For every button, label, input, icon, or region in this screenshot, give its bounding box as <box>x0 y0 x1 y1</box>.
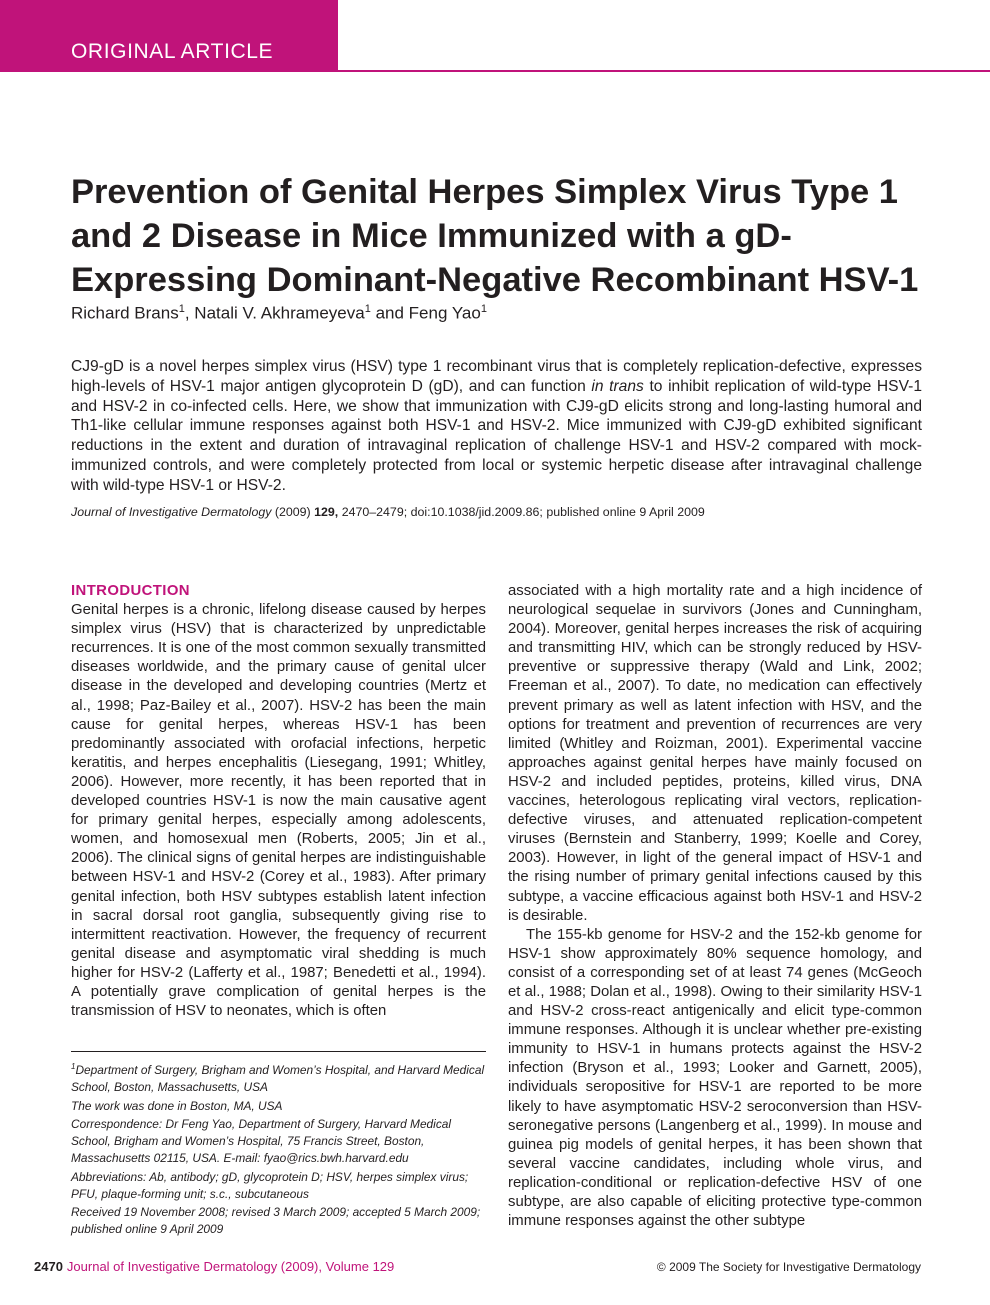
citation-year: (2009) <box>271 505 315 519</box>
body-paragraph: associated with a high mortality rate and a high incidence of neurological sequelae in survivors (Jones and Cunningham, 2004). Moreover, genital herpes increases the risk of acquiring and transmitting HIV, which can be strongly reduced by HSV-preventive or suppressive therapy (Wald and Link, 2002; Freeman et al., 2007). To date, no medication can effectively prevent primary as well as latent infection with HSV, and the options for treatment and prevention of recurrences are very limited (Whitley and Roizman, 2001). Experimental vaccine approaches against genital herpes have mainly focused on HSV-2 and included peptides, proteins, killed virus, DNA vaccines, heterologous replicating viral vectors, replication-defective viruses, and attenuated replication-competent viruses (Bernstein and Stanberry, 1999; Koelle and Corey, 2003). However, in light of the general impact of HSV-1 and the rising number of primary genital infections caused by this subtype, a vaccine efficacious against both HSV-1 and HSV-2 is desirable. <box>508 583 922 924</box>
abstract-italic: in trans <box>591 377 644 395</box>
footnote-abbreviations: Abbreviations: Ab, antibody; gD, glycoprotein D; HSV, herpes simplex virus; PFU, plaque-forming unit; s.c., subcutaneous <box>71 1169 469 1201</box>
author-name: Feng Yao <box>408 303 481 323</box>
body-column-left <box>71 582 486 1021</box>
section-heading-introduction: INTRODUCTION <box>71 583 190 599</box>
author-list <box>71 303 487 324</box>
page-footer-left <box>34 1259 394 1274</box>
body-paragraph: Genital herpes is a chronic, lifelong disease caused by herpes simplex virus (HSV) that is characterized by unpredictable recurrences. It is one of the most common sexually transmitted diseases worldwide, and the primary cause of genital ulcer disease in the developed and developing countries (Mertz et al., 1998; Paz-Bailey et al., 2007). HSV-2 has been the main cause for genital herpes, whereas HSV-1 has been predominantly associated with orofacial infections, herpetic keratitis, and herpes encephalitis (Liesegang, 1991; Whitley, 2006). However, more recently, it has been reported that in developed countries HSV-1 is now the main causative agent for primary genital herpes, especially among adolescents, women, and homosexual men (Roberts, 2005; Jin et al., 2006). The clinical signs of genital herpes are indistinguishable between HSV-1 and HSV-2 (Corey et al., 1983). After primary genital infection, both HSV subtypes establish latent infection in sacral dorsal root ganglia, subsequently giving rise to intermittent reactivation. However, the frequency of recurrent genital disease and asymptomatic viral shedding is much higher for HSV-2 (Lafferty et al., 1987; Benedetti et al., 1994). A potentially grave complication of genital herpes is the transmission of HSV to neonates, which is often <box>71 602 486 1020</box>
author-affiliation-mark: 1 <box>364 303 371 315</box>
author-separator: , <box>184 303 195 323</box>
footnote-received: Received 19 November 2008; revised 3 March 2009; accepted 5 March 2009; published online 9 April 2009 <box>71 1205 481 1237</box>
citation-journal: Journal of Investigative Dermatology <box>71 505 272 519</box>
author-affiliation-mark: 1 <box>480 303 487 315</box>
footer-journal: Journal of Investigative Dermatology (2009), Volume 129 <box>66 1259 395 1274</box>
abstract <box>71 357 922 496</box>
article-title: Prevention of Genital Herpes Simplex Virus Type 1 and 2 Disease in Mice Immunized with a gD-Expressing Dominant-Negative Recombinant HSV-1 <box>71 173 919 299</box>
footnote-affiliation <box>71 1059 486 1096</box>
citation-volume: 129, <box>314 505 339 519</box>
body-paragraph: The 155-kb genome for HSV-2 and the 152-kb genome for HSV-1 show approximately 80% sequence homology, and consist of a corresponding set of at least 74 genes (McGeoch et al., 1988; Dolan et al., 1998). Owing to their similarity HSV-1 and HSV-2 cross-react antigenically and elicit type-common immune responses. Although it is unclear whether pre-existing immunity to HSV-1 in humans protects against the HSV-2 infection (Bryson et al., 1993; Looker and Garnett, 2005), individuals seropositive for HSV-1 are reported to be more likely to have asymptomatic HSV-2 seroconversion than HSV-seronegative persons (Langenberg et al., 1999). In mouse and guinea pig models of genital herpes, it has been shown that several vaccine candidates, including whole virus, and replication-conditional or replication-defective HSV of one subtype, are also capable of eliciting protective type-common immune responses against the other subtype <box>508 926 922 1230</box>
author-affiliation-mark: 1 <box>178 303 185 315</box>
article-type-label: ORIGINAL ARTICLE <box>71 40 274 63</box>
author-separator: and <box>370 303 409 323</box>
footnote-correspondence: Correspondence: Dr Feng Yao, Department of Surgery, Harvard Medical School, Brigham and Women’s Hospital, 75 Francis Street, Boston, Massachusetts 02115, USA. E-mail: fyao@rics.bwh.harvard.edu <box>71 1117 452 1165</box>
footer-copyright: © 2009 The Society for Investigative Dermatology <box>656 1260 921 1274</box>
affiliation-mark: 1 <box>71 1062 76 1071</box>
abstract-text: CJ9-gD is a novel herpes simplex virus (HSV) type 1 recombinant virus that is completely replication-defective, expresses high-levels of HSV-1 major antigen glycoprotein D (gD), and can function <box>71 358 922 395</box>
abstract-text: to inhibit replication of wild-type HSV-1 and HSV-2 in co-infected cells. Here, we show that immunization with CJ9-gD elicits strong and long-lasting humoral and Th1-like cellular immune responses against both HSV-1 and HSV-2. Mice immunized with CJ9-gD exhibited significant reductions in the extent and duration of intravaginal replication of challenge HSV-1 and HSV-2 compared with mock-immunized controls, and were completely protected from local or systemic herpetic disease after intravaginal challenge with wild-type HSV-1 or HSV-2. <box>71 377 922 494</box>
citation-details: 2470–2479; doi:10.1038/jid.2009.86; published online 9 April 2009 <box>338 505 705 519</box>
banner-rule <box>338 70 990 72</box>
footnotes <box>71 1059 486 1240</box>
citation-line <box>71 505 705 519</box>
page-number: 2470 <box>34 1259 63 1274</box>
author-name: Richard Brans <box>71 303 179 323</box>
affiliation-text: Department of Surgery, Brigham and Women’s Hospital, and Harvard Medical School, Boston, Massachusetts, USA <box>71 1062 485 1094</box>
author-name: Natali V. Akhrameyeva <box>194 303 365 323</box>
footnote-rule <box>71 1051 486 1052</box>
footnote-work-done: The work was done in Boston, MA, USA <box>71 1098 283 1113</box>
body-column-right <box>508 582 922 1231</box>
